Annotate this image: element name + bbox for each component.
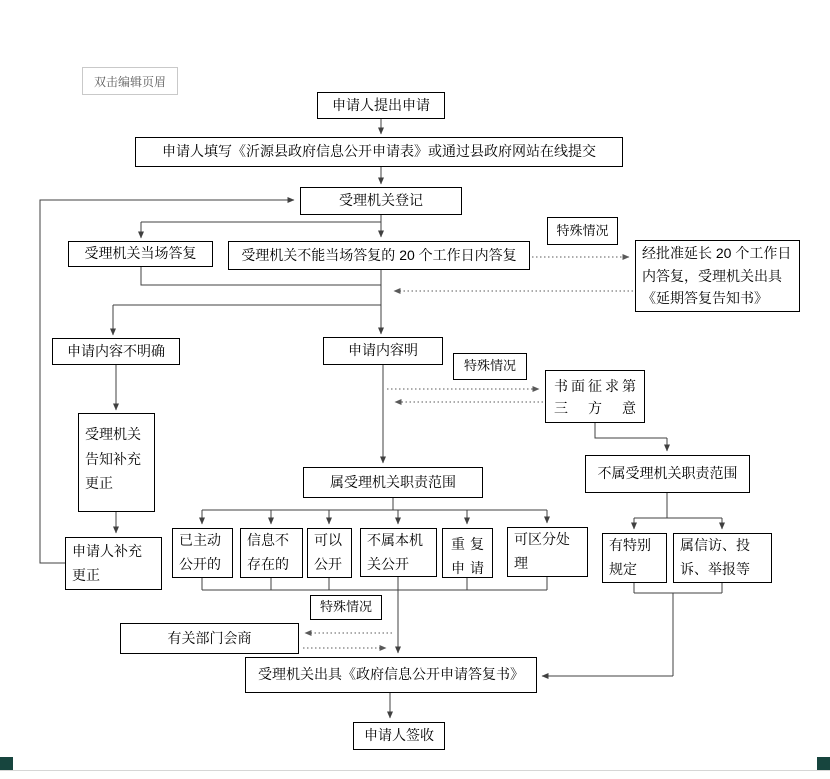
node-outside-scope[interactable]: 不属受理机关职责范围	[585, 455, 750, 493]
node-already-public[interactable]: 已主动公开的	[172, 528, 233, 578]
node-fill-application-form[interactable]: 申请人填写《沂源县政府信息公开申请表》或通过县政府网站在线提交	[135, 137, 623, 167]
node-notify-supplement-correction[interactable]: 受理机关告知补充更正	[78, 413, 155, 512]
node-within-scope[interactable]: 属受理机关职责范围	[303, 467, 483, 498]
node-special-provisions[interactable]: 有特别规定	[602, 533, 667, 583]
edit-header-hint[interactable]: 双击编辑页眉	[82, 67, 178, 95]
node-info-not-exist[interactable]: 信息不存在的	[240, 528, 303, 578]
canvas-handle-bottom-right[interactable]	[817, 757, 830, 770]
node-content-clear[interactable]: 申请内容明	[323, 337, 443, 365]
node-department-consultation[interactable]: 有关部门会商	[120, 623, 299, 654]
node-not-this-authority[interactable]: 不属本机关公开	[360, 528, 437, 577]
node-repeated-application[interactable]: 重复申请	[442, 528, 493, 578]
node-applicant-supplement[interactable]: 申请人补充更正	[65, 537, 162, 590]
node-content-unclear[interactable]: 申请内容不明确	[52, 338, 180, 365]
label-special-case-bottom[interactable]: 特殊情况	[310, 595, 382, 620]
page-bottom-edge	[0, 770, 830, 771]
node-can-disclose[interactable]: 可以公开	[307, 528, 352, 578]
node-issue-reply-document[interactable]: 受理机关出具《政府信息公开申请答复书》	[245, 657, 537, 693]
canvas-handle-bottom-left[interactable]	[0, 757, 13, 770]
node-petition-complaint[interactable]: 属信访、投诉、举报等	[673, 533, 772, 583]
node-divisible-handling[interactable]: 可区分处理	[507, 527, 588, 577]
node-register[interactable]: 受理机关登记	[300, 187, 462, 215]
node-onsite-reply[interactable]: 受理机关当场答复	[68, 241, 213, 267]
node-extension-notice[interactable]: 经批准延长 20 个工作日内答复，受理机关出具《延期答复告知书》	[635, 240, 800, 312]
node-third-party-opinion[interactable]: 书面征求第三方意	[545, 370, 645, 423]
label-special-case-top[interactable]: 特殊情况	[547, 217, 618, 245]
label-special-case-middle[interactable]: 特殊情况	[453, 353, 527, 380]
node-applicant-sign[interactable]: 申请人签收	[353, 722, 445, 750]
node-reply-within-20-days[interactable]: 受理机关不能当场答复的 20 个工作日内答复	[228, 241, 530, 270]
node-applicant-submit[interactable]: 申请人提出申请	[317, 92, 445, 119]
